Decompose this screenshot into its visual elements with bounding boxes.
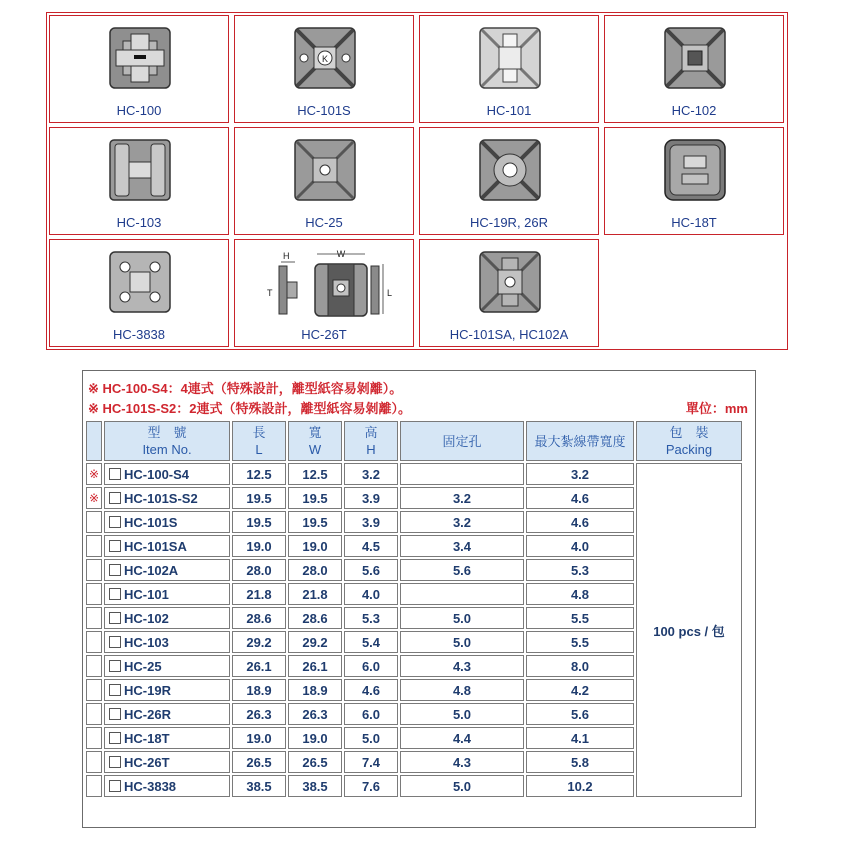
hc-101-drawing — [440, 22, 580, 98]
height-value: 7.4 — [344, 751, 398, 773]
height-value: 7.6 — [344, 775, 398, 797]
fixing-hole-value: 5.0 — [400, 703, 524, 725]
header-hole: 固定孔 — [400, 421, 524, 461]
item-number: HC-100-S4 — [124, 466, 190, 482]
height-value: 4.0 — [344, 583, 398, 605]
product-card[interactable] — [419, 15, 599, 123]
hc-25-drawing — [255, 134, 395, 210]
item-cell — [104, 487, 230, 509]
length-value: 12.5 — [232, 463, 286, 485]
item-cell — [104, 655, 230, 677]
product-caption: HC-101SA, HC102A — [449, 327, 569, 342]
row-mark — [86, 655, 102, 677]
header-mark — [86, 421, 102, 461]
length-value: 21.8 — [232, 583, 286, 605]
max-tie-width-value: 5.8 — [526, 751, 634, 773]
fixing-hole-value — [400, 583, 524, 605]
item-cell — [104, 583, 230, 605]
max-tie-width-value: 4.0 — [526, 535, 634, 557]
row-mark — [86, 703, 102, 725]
product-gallery — [46, 12, 788, 350]
item-cell — [104, 703, 230, 725]
hc-102-drawing — [625, 22, 765, 98]
select-checkbox[interactable] — [109, 492, 121, 504]
length-value: 19.5 — [232, 511, 286, 533]
item-number: HC-103 — [124, 634, 169, 650]
max-tie-width-value: 4.6 — [526, 511, 634, 533]
product-card[interactable] — [419, 239, 599, 347]
item-number: HC-102A — [124, 562, 179, 578]
item-cell — [104, 511, 230, 533]
notes-area — [84, 372, 754, 418]
width-value: 26.1 — [288, 655, 342, 677]
item-number: HC-101 — [124, 586, 169, 602]
width-value: 19.0 — [288, 727, 342, 749]
product-caption: HC-101 — [486, 103, 532, 118]
header-w: 寬 W — [288, 421, 342, 461]
height-value: 5.0 — [344, 727, 398, 749]
length-value: 19.0 — [232, 535, 286, 557]
width-value: 21.8 — [288, 583, 342, 605]
max-tie-width-value: 5.5 — [526, 607, 634, 629]
row-mark — [86, 583, 102, 605]
max-tie-width-value: 5.5 — [526, 631, 634, 653]
select-checkbox[interactable] — [109, 468, 121, 480]
product-card[interactable] — [49, 239, 229, 347]
height-value: 4.5 — [344, 535, 398, 557]
item-number: HC-101SA — [124, 538, 187, 554]
spec-table-panel — [82, 370, 756, 828]
hc-100-drawing — [70, 22, 210, 98]
product-caption: HC-18T — [671, 215, 717, 230]
item-cell — [104, 463, 230, 485]
note-line: ※ HC-101S-S2：2連式（特殊設計，離型紙容易剝離）。 — [88, 401, 411, 416]
row-mark — [86, 511, 102, 533]
item-number: HC-18T — [124, 730, 170, 746]
height-value: 3.9 — [344, 511, 398, 533]
select-checkbox[interactable] — [109, 540, 121, 552]
height-value: 4.6 — [344, 679, 398, 701]
table-row — [86, 463, 742, 485]
row-mark — [86, 775, 102, 797]
fixing-hole-value: 5.0 — [400, 607, 524, 629]
product-caption: HC-19R, 26R — [469, 215, 549, 230]
width-value: 19.0 — [288, 535, 342, 557]
product-card[interactable] — [419, 127, 599, 235]
max-tie-width-value: 3.2 — [526, 463, 634, 485]
item-number: HC-101S — [124, 514, 178, 530]
fixing-hole-value: 3.4 — [400, 535, 524, 557]
row-mark — [86, 679, 102, 701]
packing-value: 100 pcs / 包 — [636, 463, 742, 797]
product-caption: HC-103 — [116, 215, 162, 230]
product-card[interactable] — [604, 15, 784, 123]
max-tie-width-value: 4.6 — [526, 487, 634, 509]
fixing-hole-value: 4.4 — [400, 727, 524, 749]
item-number: HC-19R — [124, 682, 171, 698]
length-value: 19.5 — [232, 487, 286, 509]
width-value: 29.2 — [288, 631, 342, 653]
width-value: 26.5 — [288, 751, 342, 773]
width-value: 28.0 — [288, 559, 342, 581]
row-mark: ※ — [86, 463, 102, 485]
select-checkbox[interactable] — [109, 684, 121, 696]
empty-cell — [604, 239, 784, 347]
length-value: 29.2 — [232, 631, 286, 653]
item-number: HC-25 — [124, 658, 162, 674]
length-value: 38.5 — [232, 775, 286, 797]
product-card[interactable] — [49, 15, 229, 123]
header-packing: 包 裝 Packing — [636, 421, 742, 461]
row-mark — [86, 559, 102, 581]
fixing-hole-value: 4.3 — [400, 655, 524, 677]
header-item: 型 號 Item No. — [104, 421, 230, 461]
select-checkbox[interactable] — [109, 612, 121, 624]
width-value: 38.5 — [288, 775, 342, 797]
row-mark — [86, 535, 102, 557]
hc-101sa-drawing — [440, 246, 580, 322]
max-tie-width-value: 4.1 — [526, 727, 634, 749]
item-number: HC-3838 — [124, 778, 177, 794]
hc-3838-drawing — [70, 246, 210, 322]
width-value: 19.5 — [288, 487, 342, 509]
product-caption: HC-26T — [301, 327, 347, 342]
hc-26t-drawing — [255, 246, 395, 322]
select-checkbox[interactable] — [109, 732, 121, 744]
height-value: 5.3 — [344, 607, 398, 629]
product-card[interactable] — [234, 239, 414, 347]
header-h: 高 H — [344, 421, 398, 461]
select-checkbox[interactable] — [109, 708, 121, 720]
length-value: 28.6 — [232, 607, 286, 629]
hc-101s-drawing — [255, 22, 395, 98]
header-l: 長 L — [232, 421, 286, 461]
item-cell — [104, 727, 230, 749]
note-line: ※ HC-100-S4：4連式（特殊設計，離型紙容易剝離）。 — [88, 381, 403, 396]
dim-w-label: W — [336, 249, 346, 259]
row-mark — [86, 751, 102, 773]
product-card[interactable] — [49, 127, 229, 235]
item-number: HC-26T — [124, 754, 170, 770]
unit-label: 單位：mm — [685, 401, 748, 416]
select-checkbox[interactable] — [109, 564, 121, 576]
fixing-hole-value: 3.2 — [400, 487, 524, 509]
table-header-row — [86, 421, 742, 461]
hc-103-drawing — [70, 134, 210, 210]
max-tie-width-value: 8.0 — [526, 655, 634, 677]
fixing-hole-value: 4.8 — [400, 679, 524, 701]
max-tie-width-value: 5.3 — [526, 559, 634, 581]
item-number: HC-101S-S2 — [124, 490, 198, 506]
dim-t-label: T — [267, 288, 273, 298]
row-mark: ※ — [86, 487, 102, 509]
width-value: 19.5 — [288, 511, 342, 533]
fixing-hole-value: 5.0 — [400, 631, 524, 653]
item-cell — [104, 631, 230, 653]
product-caption: HC-101S — [297, 103, 351, 118]
fixing-hole-value: 5.0 — [400, 775, 524, 797]
fixing-hole-value: 3.2 — [400, 511, 524, 533]
k-mark: K — [321, 54, 329, 64]
select-checkbox[interactable] — [109, 660, 121, 672]
row-mark — [86, 631, 102, 653]
height-value: 5.6 — [344, 559, 398, 581]
width-value: 26.3 — [288, 703, 342, 725]
item-cell — [104, 775, 230, 797]
product-caption: HC-25 — [305, 215, 343, 230]
length-value: 26.3 — [232, 703, 286, 725]
product-card[interactable] — [604, 127, 784, 235]
product-caption: HC-100 — [116, 103, 162, 118]
item-number: HC-102 — [124, 610, 169, 626]
item-cell — [104, 679, 230, 701]
spec-table — [84, 419, 744, 799]
product-card[interactable] — [234, 127, 414, 235]
max-tie-width-value: 5.6 — [526, 703, 634, 725]
fixing-hole-value: 5.6 — [400, 559, 524, 581]
product-caption: HC-3838 — [112, 327, 166, 342]
height-value: 3.2 — [344, 463, 398, 485]
item-number: HC-26R — [124, 706, 171, 722]
dim-l-label: L — [387, 288, 393, 298]
hc-19r-drawing — [440, 134, 580, 210]
length-value: 28.0 — [232, 559, 286, 581]
fixing-hole-value — [400, 463, 524, 485]
product-card[interactable] — [234, 15, 414, 123]
header-tie: 最大紮線帶寬度 — [526, 421, 634, 461]
item-cell — [104, 607, 230, 629]
width-value: 18.9 — [288, 679, 342, 701]
select-checkbox[interactable] — [109, 756, 121, 768]
width-value: 12.5 — [288, 463, 342, 485]
length-value: 26.5 — [232, 751, 286, 773]
max-tie-width-value: 4.8 — [526, 583, 634, 605]
hc-18t-drawing — [625, 134, 765, 210]
height-value: 6.0 — [344, 655, 398, 677]
select-checkbox[interactable] — [109, 516, 121, 528]
dim-h-label: H — [283, 251, 290, 261]
max-tie-width-value: 10.2 — [526, 775, 634, 797]
product-caption: HC-102 — [671, 103, 717, 118]
select-checkbox[interactable] — [109, 636, 121, 648]
height-value: 6.0 — [344, 703, 398, 725]
item-cell — [104, 559, 230, 581]
item-cell — [104, 751, 230, 773]
height-value: 5.4 — [344, 631, 398, 653]
length-value: 26.1 — [232, 655, 286, 677]
length-value: 19.0 — [232, 727, 286, 749]
row-mark — [86, 607, 102, 629]
max-tie-width-value: 4.2 — [526, 679, 634, 701]
select-checkbox[interactable] — [109, 780, 121, 792]
fixing-hole-value: 4.3 — [400, 751, 524, 773]
width-value: 28.6 — [288, 607, 342, 629]
select-checkbox[interactable] — [109, 588, 121, 600]
item-cell — [104, 535, 230, 557]
height-value: 3.9 — [344, 487, 398, 509]
row-mark — [86, 727, 102, 749]
length-value: 18.9 — [232, 679, 286, 701]
